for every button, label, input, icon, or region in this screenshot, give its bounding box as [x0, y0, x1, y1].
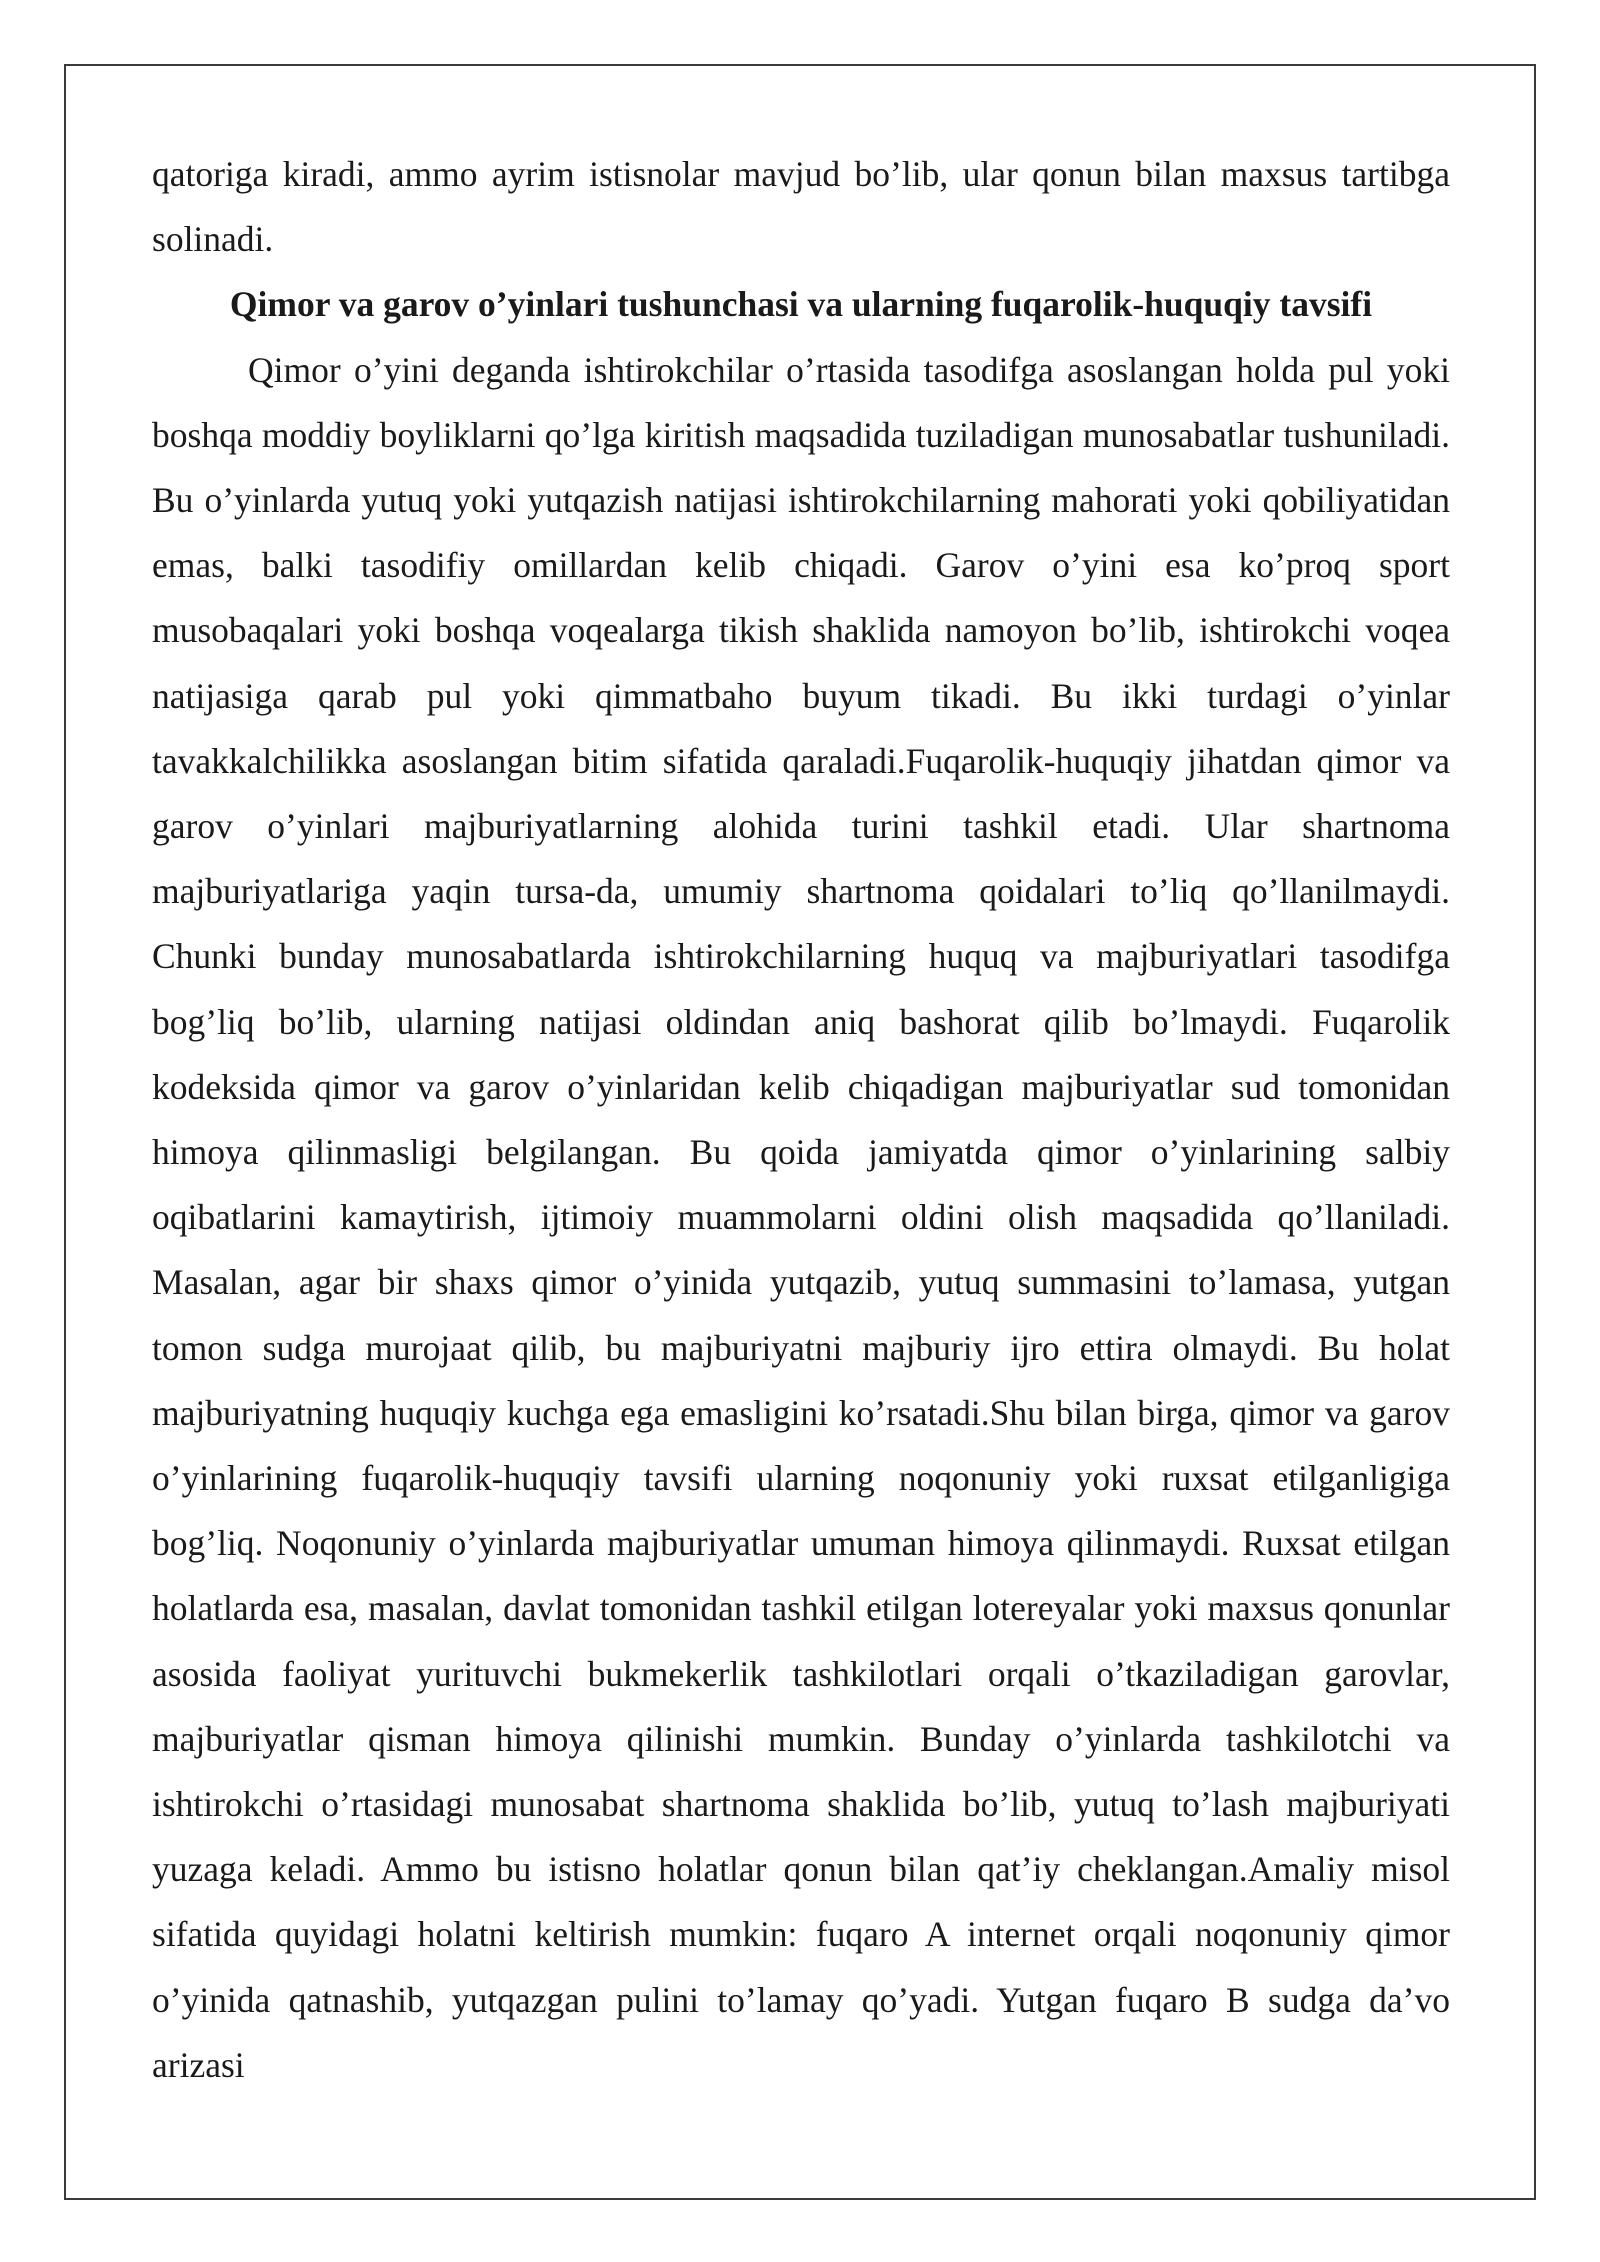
section-heading: Qimor va garov o’yinlari tushunchasi va ularning fuqarolik-huquqiy tavsifi	[229, 284, 1373, 325]
body-paragraph: Qimor o’yini deganda ishtirokchilar o’rtasida tasodifga asoslangan holda pul yoki boshqa moddiy boyliklarni qo’lga kiritish maqsadida tuziladigan munosabatlar tushuniladi. Bu o’yinlarda yutuq yoki yutqazish natijasi ishtirokchilarning mahorati yoki qobiliyatidan emas, balki tasodifiy omillardan kelib chiqadi. Garov o’yini esa ko’proq sport musobaqalari yoki boshqa voqealarga tikish shaklida namoyon bo’lib, ishtirokchi voqea natijasiga qarab pul yoki qimmatbaho buyum tikadi. Bu ikki turdagi o’yinlar tavakkalchilikka asoslangan bitim sifatida qaraladi.Fuqarolik-huquqiy jihatdan qimor va garov o’yinlari majburiyatlarning alohida turini tashkil etadi. Ular shartnoma majburiyatlariga yaqin tursa-da, umumiy shartnoma qoidalari to’liq qo’llanilmaydi. Chunki bunday munosabatlarda ishtirokchilarning huquq va majburiyatlari tasodifga bog’liq bo’lib, ularning natijasi oldindan aniq bashorat qilib bo’lmaydi. Fuqarolik kodeksida qimor va garov o’yinlaridan kelib chiqadigan majburiyatlar sud tomonidan himoya qilinmasligi belgilangan. Bu qoida jamiyatda qimor o’yinlarining salbiy oqibatlarini kamaytirish, ijtimoiy muammolarni oldini olish maqsadida qo’llaniladi. Masalan, agar bir shaxs qimor o’yinida yutqazib, yutuq summasini to’lamasa, yutgan tomon sudga murojaat qilib, bu majburiyatni majburiy ijro ettira olmaydi. Bu holat majburiyatning huquqiy kuchga ega emasligini ko’rsatadi.Shu bilan birga, qimor va garov o’yinlarining fuqarolik-huquqiy tavsifi ularning noqonuniy yoki ruxsat etilganligiga bog’liq. Noqonuniy o’yinlarda majburiyatlar umuman himoya qilinmaydi. Ruxsat etilgan holatlarda esa, masalan, davlat tomonidan tashkil etilgan lotereyalar yoki maxsus qonunlar asosida faoliyat yurituvchi bukmekerlik tashkilotlari orqali o’tkaziladigan garovlar, majburiyatlar qisman himoya qilinishi mumkin. Bunday o’yinlarda tashkilotchi va ishtirokchi o’rtasidagi munosabat shartnoma shaklida bo’lib, yutuq to’lash majburiyati yuzaga keladi. Ammo bu istisno holatlar qonun bilan qat’iy cheklangan.Amaliy misol sifatida quyidagi holatni keltirish mumkin: fuqaro A internet orqali noqonuniy qimor o’yinida qatnashib, yutqazgan pulini to’lamay qo’yadi. Yutgan fuqaro B sudga da’vo arizasi	[152, 349, 1450, 2085]
continuation-paragraph: qatoriga kiradi, ammo ayrim istisnolar mavjud bo’lib, ular qonun bilan maxsus tartibga solinadi.	[152, 154, 1450, 260]
page-content	[152, 142, 1450, 2098]
